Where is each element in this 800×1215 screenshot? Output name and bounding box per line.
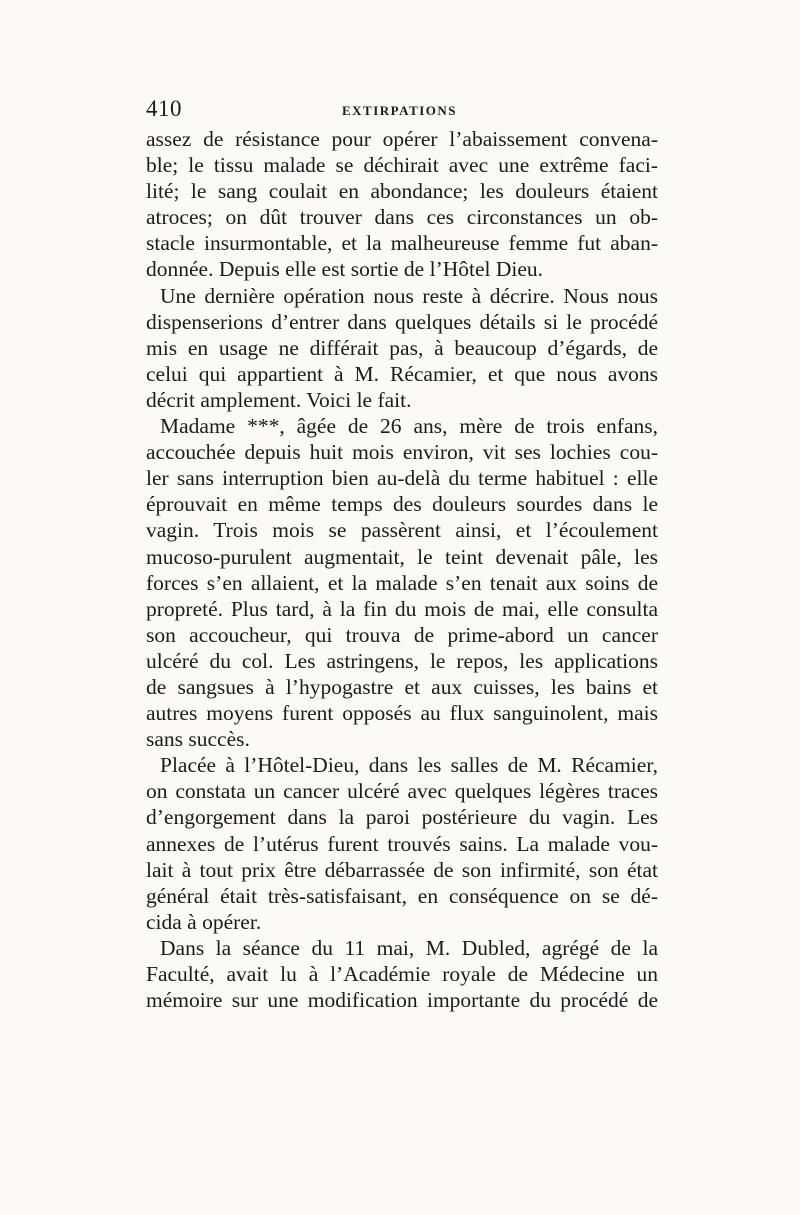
text-line: accouchée depuis huit mois environ, vit ses lochies cou- (146, 440, 658, 465)
page-number: 410 (146, 96, 182, 121)
text-line: Placée à l’Hôtel-Dieu, dans les salles de M. Récamier, (160, 753, 658, 778)
text-line: assez de résistance pour opérer l’abaissement convena- (146, 127, 658, 151)
text-line: éprouvait en même temps des douleurs sourdes dans le (146, 492, 658, 517)
text-line: forces s’en allaient, et la malade s’en tenait aux soins de (146, 570, 658, 595)
text-line: général était très-satisfaisant, en conséquence on se dé- (146, 883, 658, 908)
text-line: Faculté, avait lu à l’Académie royale de Médecine un (146, 962, 658, 986)
running-head: EXTIRPATIONS (342, 103, 458, 118)
text-line: son accoucheur, qui trouva de prime-abord un cancer (146, 622, 658, 647)
text-line: vagin. Trois mois se passèrent ainsi, et l’écoulement (146, 518, 658, 543)
text-line: annexes de l’utérus furent trouvés sains. La malade vou- (146, 831, 658, 856)
text-line: mis en usage ne différait pas, à beaucoup d’égards, de (146, 335, 658, 360)
text-line: cida à opérer. (146, 909, 262, 934)
text-line: on constata un cancer ulcéré avec quelques légères traces (146, 779, 658, 804)
text-line: celui qui appartient à M. Récamier, et que nous avons (146, 361, 658, 386)
text-line: lait à tout prix être débarrassée de son infirmité, son état (146, 857, 658, 882)
text-line: mémoire sur une modification importante du procédé de (146, 988, 658, 1013)
text-line: décrit amplement. Voici le fait. (146, 387, 412, 412)
text-line: dispenserions d’entrer dans quelques détails si le procédé (146, 309, 658, 334)
text-line: ler sans interruption bien au-delà du terme habituel : elle (146, 466, 658, 491)
text-line: atroces; on dût trouver dans ces circonstances un ob- (146, 205, 658, 230)
text-line: autres moyens furent opposés au flux sanguinolent, mais (146, 701, 658, 726)
text-line: sans succès. (146, 727, 250, 752)
text-line: Une dernière opération nous reste à décrire. Nous nous (160, 283, 658, 308)
text-line: Madame ***, âgée de 26 ans, mère de trois enfans, (160, 414, 658, 439)
text-line: donnée. Depuis elle est sortie de l’Hôtel Dieu. (146, 257, 544, 282)
body-text (146, 126, 658, 1013)
page-header (146, 96, 658, 126)
text-line: ble; le tissu malade se déchirait avec une extrême faci- (146, 153, 658, 178)
text-line: de sangsues à l’hypogastre et aux cuisses, les bains et (146, 674, 658, 699)
text-line: lité; le sang coulait en abondance; les douleurs étaient (146, 179, 658, 204)
text-line: stacle insurmontable, et la malheureuse femme fut aban- (146, 231, 658, 256)
text-line: d’engorgement dans la paroi postérieure du vagin. Les (146, 805, 658, 830)
text-line: mucoso-purulent augmentait, le teint devenait pâle, les (146, 544, 658, 569)
text-line: Dans la séance du 11 mai, M. Dubled, agrégé de la (160, 935, 658, 960)
text-line: propreté. Plus tard, à la fin du mois de mai, elle consulta (146, 596, 658, 621)
text-line: ulcéré du col. Les astringens, le repos, les applications (146, 648, 658, 673)
